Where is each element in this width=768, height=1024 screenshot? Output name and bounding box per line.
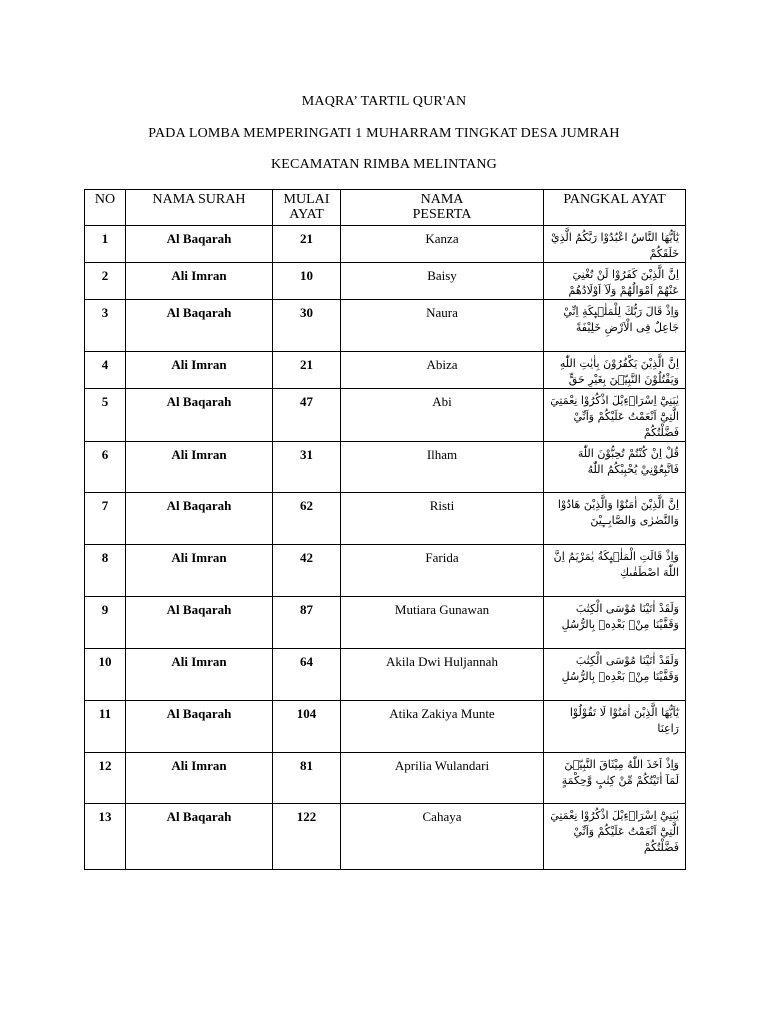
cell-pangkal-ayat: وَلَقَدْ اٰتَيْنَا مُوْسَى الْكِتٰبَ وَقَفَّيْنَا مِنْۢ بَعْدِهٖ بِالرُّسُلِ (544, 597, 686, 649)
table-row (85, 753, 686, 804)
document-subtitle-location: KECAMATAN RIMBA MELINTANG (271, 157, 497, 172)
cell-nama-peserta: Baisy (341, 263, 544, 300)
table-row (85, 701, 686, 753)
cell-nama-surah: Ali Imran (126, 352, 273, 389)
cell-no: 3 (85, 300, 126, 352)
cell-mulai-ayat: 42 (273, 545, 341, 597)
cell-pangkal-ayat: اِنَّ الَّذِيْنَ اٰمَنُوْا وَالَّذِيْنَ هَادُوْا وَالنَّصٰرٰى وَالصَّابِــِٕيْنَ (544, 493, 686, 545)
cell-mulai-ayat: 81 (273, 753, 341, 804)
cell-pangkal-ayat: وَاِذْ قَالَتِ الْمَلٰۤىِٕكَةُ يٰمَرْيَمُ اِنَّ اللّٰهَ اصْطَفٰىكِ (544, 545, 686, 597)
cell-nama-peserta: Atika Zakiya Munte (341, 701, 544, 753)
cell-nama-surah: Ali Imran (126, 263, 273, 300)
cell-no: 10 (85, 649, 126, 701)
cell-pangkal-ayat: قُلْ اِنْ كُنْتُمْ تُحِبُّوْنَ اللّٰهَ فَاتَّبِعُوْنِيْ يُحْبِبْكُمُ اللّٰهُ (544, 442, 686, 493)
cell-nama-surah: Al Baqarah (126, 597, 273, 649)
cell-no: 4 (85, 352, 126, 389)
table-row (85, 442, 686, 493)
table-row (85, 545, 686, 597)
cell-nama-surah: Al Baqarah (126, 804, 273, 870)
cell-pangkal-ayat: يٰٓاَيُّهَا الَّذِيْنَ اٰمَنُوْا لَا تَقُوْلُوْا رَاعِنَا (544, 701, 686, 753)
cell-mulai-ayat: 30 (273, 300, 341, 352)
table-body (85, 226, 686, 870)
cell-nama-peserta: Naura (341, 300, 544, 352)
cell-pangkal-ayat: اِنَّ الَّذِيْنَ كَفَرُوْا لَنْ تُغْنِيَ عَنْهُمْ اَمْوَالُهُمْ وَلَآ اَوْلَادُهُمْ (544, 263, 686, 300)
cell-pangkal-ayat: وَاِذْ اَخَذَ اللّٰهُ مِيْثَاقَ النَّبِيّٖنَ لَمَآ اٰتَيْتُكُمْ مِّنْ كِتٰبٍ وَّحِكْمَةٍ (544, 753, 686, 804)
cell-no: 1 (85, 226, 126, 263)
cell-nama-peserta: Mutiara Gunawan (341, 597, 544, 649)
cell-mulai-ayat: 47 (273, 389, 341, 442)
table-row (85, 226, 686, 263)
table-row (85, 804, 686, 870)
cell-mulai-ayat: 21 (273, 226, 341, 263)
cell-mulai-ayat: 104 (273, 701, 341, 753)
document-title: MAQRA’ TARTIL QUR'AN (301, 94, 467, 109)
table-row (85, 389, 686, 442)
cell-mulai-ayat: 62 (273, 493, 341, 545)
cell-pangkal-ayat: يٰٓاَيُّهَا النَّاسُ اعْبُدُوْا رَبَّكُمُ الَّذِيْ خَلَقَكُمْ (544, 226, 686, 263)
cell-no: 7 (85, 493, 126, 545)
cell-no: 5 (85, 389, 126, 442)
cell-nama-surah: Ali Imran (126, 649, 273, 701)
cell-nama-peserta: Abi (341, 389, 544, 442)
header-no: NO (85, 190, 126, 226)
cell-nama-peserta: Akila Dwi Huljannah (341, 649, 544, 701)
table-row (85, 649, 686, 701)
cell-nama-peserta: Risti (341, 493, 544, 545)
header-peserta-line2: PESERTA (412, 207, 472, 222)
header-nama-peserta (341, 190, 544, 226)
cell-nama-surah: Al Baqarah (126, 226, 273, 263)
cell-mulai-ayat: 64 (273, 649, 341, 701)
cell-mulai-ayat: 21 (273, 352, 341, 389)
header-nama-surah: NAMA SURAH (126, 190, 273, 226)
header-mulai-line1: MULAI (283, 192, 330, 207)
table-row (85, 300, 686, 352)
cell-no: 6 (85, 442, 126, 493)
cell-no: 13 (85, 804, 126, 870)
header-mulai-line2: AYAT (289, 207, 324, 222)
cell-mulai-ayat: 87 (273, 597, 341, 649)
cell-pangkal-ayat: اِنَّ الَّذِيْنَ يَكْفُرُوْنَ بِاٰيٰتِ اللّٰهِ وَيَقْتُلُوْنَ النَّبِيّٖنَ بِغَيْرِ حَقٍّ (544, 352, 686, 389)
cell-pangkal-ayat: يٰبَنِيْٓ اِسْرَاۤءِيْلَ اذْكُرُوْا نِعْمَتِيَ الَّتِيْٓ اَنْعَمْتُ عَلَيْكُمْ وَاَنِّيْ فَضَّلْتُكُمْ (544, 804, 686, 870)
cell-nama-peserta: Kanza (341, 226, 544, 263)
table-row (85, 597, 686, 649)
cell-mulai-ayat: 31 (273, 442, 341, 493)
header-peserta-line1: NAMA (420, 192, 464, 207)
cell-mulai-ayat: 10 (273, 263, 341, 300)
header-pangkal-ayat: PANGKAL AYAT (544, 190, 686, 226)
cell-nama-surah: Al Baqarah (126, 389, 273, 442)
cell-nama-peserta: Abiza (341, 352, 544, 389)
cell-no: 9 (85, 597, 126, 649)
cell-pangkal-ayat: وَلَقَدْ اٰتَيْنَا مُوْسَى الْكِتٰبَ وَقَفَّيْنَا مِنْۢ بَعْدِهٖ بِالرُّسُلِ (544, 649, 686, 701)
cell-no: 11 (85, 701, 126, 753)
cell-no: 12 (85, 753, 126, 804)
cell-nama-surah: Al Baqarah (126, 493, 273, 545)
header-mulai-ayat (273, 190, 341, 226)
document-subtitle-event: PADA LOMBA MEMPERINGATI 1 MUHARRAM TINGKAT DESA JUMRAH (148, 126, 620, 141)
cell-nama-peserta: Farida (341, 545, 544, 597)
table-header-row (85, 190, 686, 226)
cell-nama-peserta: Ilham (341, 442, 544, 493)
cell-pangkal-ayat: يٰبَنِيْٓ اِسْرَاۤءِيْلَ اذْكُرُوْا نِعْمَتِيَ الَّتِيْٓ اَنْعَمْتُ عَلَيْكُمْ وَاَنِّيْ فَضَّلْتُكُمْ (544, 389, 686, 442)
table-row (85, 263, 686, 300)
cell-nama-surah: Ali Imran (126, 442, 273, 493)
cell-mulai-ayat: 122 (273, 804, 341, 870)
cell-nama-peserta: Cahaya (341, 804, 544, 870)
cell-no: 8 (85, 545, 126, 597)
table-row (85, 493, 686, 545)
cell-nama-surah: Ali Imran (126, 753, 273, 804)
cell-no: 2 (85, 263, 126, 300)
cell-nama-surah: Al Baqarah (126, 300, 273, 352)
cell-pangkal-ayat: وَاِذْ قَالَ رَبُّكَ لِلْمَلٰۤىِٕكَةِ اِنِّيْ جَاعِلٌ فِى الْاَرْضِ خَلِيْفَةً (544, 300, 686, 352)
cell-nama-surah: Ali Imran (126, 545, 273, 597)
maqra-table (84, 189, 686, 870)
table-row (85, 352, 686, 389)
cell-nama-peserta: Aprilia Wulandari (341, 753, 544, 804)
cell-nama-surah: Al Baqarah (126, 701, 273, 753)
